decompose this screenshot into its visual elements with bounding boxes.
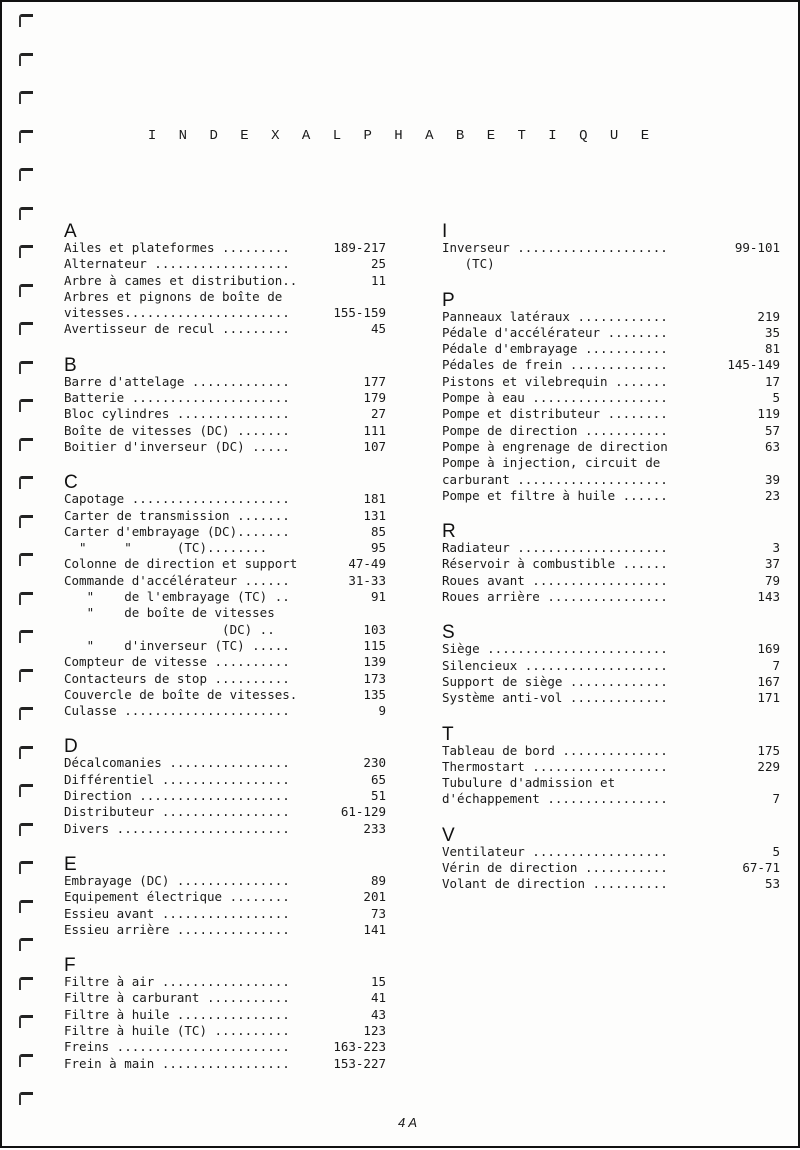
binding-ring-icon	[19, 630, 33, 643]
entry-page-number: 57	[764, 422, 780, 438]
entry-label: Filtre à air .................	[64, 974, 290, 990]
index-entry	[64, 873, 386, 889]
entry-label: Réservoir à combustible ......	[442, 556, 668, 572]
entry-label: Frein à main .................	[64, 1055, 290, 1071]
index-entry	[64, 305, 386, 321]
entry-page-number: 169	[757, 641, 780, 657]
index-entry	[442, 423, 780, 439]
binding-ring-icon	[19, 322, 33, 335]
entry-page-number: 99-101	[734, 240, 780, 255]
entry-page-number: 139	[363, 654, 386, 670]
entry-label: Colonne de direction et support	[64, 556, 298, 572]
index-entry	[64, 687, 386, 703]
entry-label: Pédale d'embrayage ...........	[442, 341, 668, 357]
entry-page-number: 37	[764, 556, 780, 572]
binding-ring-icon	[19, 1092, 33, 1105]
binding-ring-icon	[19, 53, 33, 66]
index-entry	[64, 772, 386, 788]
entry-label: Tubulure d'admission et	[442, 775, 616, 791]
binding-ring-icon	[19, 938, 33, 951]
index-section-r	[442, 522, 780, 605]
index-section-s	[442, 623, 780, 706]
index-entry	[442, 390, 780, 406]
index-entry	[442, 256, 780, 272]
binding-ring-icon	[19, 592, 33, 605]
index-entry	[64, 1007, 386, 1023]
entry-label: Siège ........................	[442, 641, 668, 657]
entry-label: Embrayage (DC) ...............	[64, 872, 290, 888]
entry-page-number: 73	[370, 905, 386, 921]
binding-ring-icon	[19, 861, 33, 874]
entry-page-number: 229	[757, 758, 780, 774]
binding-ring-icon	[19, 900, 33, 913]
entry-label: Pédales de frein .............	[442, 357, 668, 373]
binding-ring-icon	[19, 207, 33, 220]
entry-page-number: 39	[764, 471, 780, 487]
index-entry	[64, 889, 386, 905]
entry-page-number: 230	[363, 755, 386, 771]
entry-page-number: 219	[757, 308, 780, 324]
index-section-i	[442, 222, 780, 273]
index-entry	[64, 821, 386, 837]
index-entry	[64, 906, 386, 922]
entry-label: " de boîte de vitesses	[64, 605, 275, 621]
index-entry	[442, 325, 780, 341]
entry-label: " d'inverseur (TC) .....	[64, 637, 290, 653]
index-entry	[442, 309, 780, 325]
index-entry	[64, 423, 386, 439]
entry-label: Vérin de direction ...........	[442, 860, 668, 876]
entry-page-number: 119	[757, 406, 780, 422]
section-letter: A	[64, 221, 77, 242]
index-section-c	[64, 473, 386, 719]
index-entry	[64, 573, 386, 589]
entry-page-number: 67-71	[742, 860, 780, 876]
entry-label: Système anti-vol .............	[442, 690, 668, 706]
index-entry	[442, 674, 780, 690]
entry-label: Roues avant ..................	[442, 572, 668, 588]
entry-label: Inverseur ....................	[442, 240, 668, 255]
index-entry	[64, 273, 386, 289]
entry-page-number: 111	[363, 422, 386, 438]
entry-page-number: 115	[363, 637, 386, 653]
index-entry	[64, 974, 386, 990]
entry-page-number: 41	[370, 990, 386, 1006]
entry-label: Freins .......................	[64, 1039, 290, 1055]
entry-label: Thermostart ..................	[442, 758, 668, 774]
index-entry	[64, 755, 386, 771]
entry-page-number: 51	[370, 788, 386, 804]
index-entry	[442, 589, 780, 605]
index-section-v	[442, 826, 780, 893]
index-entry	[64, 240, 386, 256]
index-entry	[442, 540, 780, 556]
binding-ring-icon	[19, 784, 33, 797]
page-number: 4 A	[398, 1115, 418, 1130]
index-entry	[64, 390, 386, 406]
index-entry	[442, 743, 780, 759]
index-entry	[64, 321, 386, 337]
index-entry	[64, 654, 386, 670]
entry-label: Support de siège .............	[442, 673, 668, 689]
entry-label: Essieu arrière ...............	[64, 921, 290, 937]
index-entry	[442, 573, 780, 589]
entry-page-number: 163-223	[333, 1039, 386, 1055]
entry-label: Avertisseur de recul .........	[64, 321, 290, 337]
index-section-a	[64, 222, 386, 338]
entry-label: Pompe et filtre à huile ......	[442, 487, 668, 503]
entry-label: Bloc cylindres ...............	[64, 406, 290, 422]
entry-label: carburant ....................	[442, 471, 668, 487]
entry-page-number: 11	[370, 272, 386, 288]
entry-page-number: 3	[772, 540, 780, 556]
entry-label: Ailes et plateformes .........	[64, 240, 290, 255]
entry-page-number: 9	[378, 703, 386, 719]
entry-label: Compteur de vitesse ..........	[64, 654, 290, 670]
index-entry	[442, 357, 780, 373]
entry-label: Direction ....................	[64, 788, 290, 804]
index-entry	[64, 671, 386, 687]
binding-ring-icon	[19, 553, 33, 566]
entry-page-number: 25	[370, 256, 386, 272]
entry-page-number: 23	[764, 487, 780, 503]
index-column-right	[442, 222, 780, 911]
entry-page-number: 81	[764, 341, 780, 357]
entry-page-number: 179	[363, 390, 386, 406]
index-entry	[64, 1056, 386, 1072]
index-section-t	[442, 725, 780, 808]
entry-page-number: 7	[772, 791, 780, 807]
index-entry	[442, 455, 780, 471]
entry-label: Alternateur ..................	[64, 256, 290, 272]
entry-label: Panneaux latéraux ............	[442, 308, 668, 324]
entry-label: Filtre à huile ...............	[64, 1006, 290, 1022]
entry-page-number: 233	[363, 820, 386, 836]
binding-ring-icon	[19, 1054, 33, 1067]
entry-label: Barre d'attelage .............	[64, 373, 290, 389]
index-entry	[64, 406, 386, 422]
entry-page-number: 63	[764, 438, 780, 454]
section-letter: D	[64, 736, 78, 758]
entry-label: Pompe de direction ...........	[442, 422, 668, 438]
entry-page-number: 103	[363, 621, 386, 637]
entry-label: Pistons et vilebrequin .......	[442, 373, 668, 389]
entry-label: Capotage .....................	[64, 491, 290, 507]
entry-page-number: 141	[363, 921, 386, 937]
index-entry	[64, 524, 386, 540]
index-entry	[64, 788, 386, 804]
entry-label: Silencieux ...................	[442, 657, 668, 673]
entry-page-number: 89	[370, 872, 386, 888]
entry-label: Pompe et distributeur ........	[442, 406, 668, 422]
entry-label: d'échappement ................	[442, 791, 668, 807]
section-letter: F	[64, 955, 76, 977]
index-entry	[442, 658, 780, 674]
index-entry	[442, 488, 780, 504]
entry-label: Roues arrière ................	[442, 589, 668, 605]
binding-ring-icon	[19, 284, 33, 297]
entry-label: Ventilateur ..................	[442, 843, 668, 859]
index-entry	[442, 791, 780, 807]
entry-label: Batterie .....................	[64, 390, 290, 406]
page-title: I N D E X A L P H A B E T I Q U E	[147, 128, 657, 144]
index-entry	[442, 472, 780, 488]
entry-label: Commande d'accélérateur ......	[64, 572, 290, 588]
entry-label: Décalcomanies ................	[64, 755, 290, 771]
entry-page-number: 181	[363, 491, 386, 507]
binding-ring-icon	[19, 977, 33, 990]
index-section-e	[64, 855, 386, 938]
binding-ring-icon	[19, 515, 33, 528]
entry-page-number: 5	[772, 843, 780, 859]
binding-ring-icon	[19, 14, 33, 27]
section-letter: E	[64, 853, 77, 875]
entry-page-number: 173	[363, 670, 386, 686]
entry-page-number: 123	[363, 1022, 386, 1038]
index-entry	[64, 508, 386, 524]
entry-page-number: 35	[764, 324, 780, 340]
entry-page-number: 171	[757, 690, 780, 706]
index-entry	[64, 605, 386, 621]
section-letter: I	[442, 221, 448, 242]
binding-ring-icon	[19, 746, 33, 759]
index-entry	[64, 990, 386, 1006]
entry-page-number: 53	[764, 876, 780, 892]
index-entry	[64, 1023, 386, 1039]
binding-ring-icon	[19, 707, 33, 720]
binding-ring-icon	[19, 669, 33, 682]
entry-label: Tableau de bord ..............	[442, 742, 668, 758]
index-section-p	[442, 291, 780, 505]
entry-page-number: 61-129	[340, 804, 386, 820]
entry-page-number: 153-227	[333, 1055, 386, 1071]
binding-holes	[16, 2, 36, 1150]
index-entry	[442, 775, 780, 791]
entry-page-number: 7	[772, 657, 780, 673]
entry-page-number: 201	[363, 889, 386, 905]
entry-label: Différentiel .................	[64, 771, 290, 787]
entry-page-number: 85	[370, 523, 386, 539]
index-entry	[442, 844, 780, 860]
entry-page-number: 5	[772, 390, 780, 406]
section-letter: T	[442, 723, 454, 745]
entry-label: Carter d'embrayage (DC).......	[64, 523, 290, 539]
binding-ring-icon	[19, 245, 33, 258]
entry-page-number: 45	[370, 321, 386, 337]
binding-ring-icon	[19, 1015, 33, 1028]
index-section-b	[64, 356, 386, 455]
entry-page-number: 143	[757, 589, 780, 605]
index-entry	[64, 1039, 386, 1055]
entry-label: Pompe à eau ..................	[442, 390, 668, 406]
binding-ring-icon	[19, 361, 33, 374]
entry-label: (DC) ..	[64, 621, 275, 637]
index-entry	[64, 556, 386, 572]
section-letter: R	[442, 521, 456, 543]
index-entry	[64, 703, 386, 719]
entry-label: Boîte de vitesses (DC) .......	[64, 422, 290, 438]
entry-page-number: 167	[757, 673, 780, 689]
binding-ring-icon	[19, 476, 33, 489]
entry-label: Boitier d'inverseur (DC) .....	[64, 438, 290, 454]
entry-page-number: 91	[370, 589, 386, 605]
index-entry	[64, 540, 386, 556]
entry-label: Pédale d'accélérateur ........	[442, 324, 668, 340]
entry-label: Carter de transmission .......	[64, 507, 290, 523]
section-letter: S	[442, 622, 455, 644]
section-letter: C	[64, 472, 78, 494]
entry-label: Volant de direction ..........	[442, 876, 668, 892]
index-entry	[442, 690, 780, 706]
entry-label: " " (TC)........	[64, 540, 268, 556]
index-entry	[64, 491, 386, 507]
index-entry	[442, 439, 780, 455]
entry-label: Couvercle de boîte de vitesses.	[64, 686, 298, 702]
entry-page-number: 65	[370, 771, 386, 787]
index-entry	[64, 374, 386, 390]
entry-page-number: 79	[764, 572, 780, 588]
binding-ring-icon	[19, 438, 33, 451]
index-entry	[64, 638, 386, 654]
index-entry	[64, 622, 386, 638]
index-entry	[442, 341, 780, 357]
entry-page-number: 189-217	[333, 240, 386, 255]
index-entry	[64, 256, 386, 272]
entry-label: Culasse ......................	[64, 703, 290, 719]
section-letter: V	[442, 824, 455, 846]
index-entry	[442, 876, 780, 892]
binding-ring-icon	[19, 91, 33, 104]
entry-page-number: 177	[363, 373, 386, 389]
index-entry	[442, 641, 780, 657]
index-entry	[64, 804, 386, 820]
index-entry	[64, 289, 386, 305]
entry-label: Contacteurs de stop ..........	[64, 670, 290, 686]
binding-ring-icon	[19, 823, 33, 836]
entry-page-number: 175	[757, 742, 780, 758]
entry-label: Pompe à engrenage de direction	[442, 438, 668, 454]
section-letter: B	[64, 354, 77, 376]
index-entry	[442, 556, 780, 572]
section-letter: P	[442, 289, 455, 311]
entry-label: Distributeur .................	[64, 804, 290, 820]
entry-page-number: 17	[764, 373, 780, 389]
index-entry	[442, 240, 780, 256]
binding-ring-icon	[19, 168, 33, 181]
entry-page-number: 145-149	[727, 357, 780, 373]
entry-page-number: 31-33	[348, 572, 386, 588]
index-entry	[442, 759, 780, 775]
entry-label: Filtre à huile (TC) ..........	[64, 1022, 290, 1038]
entry-page-number: 135	[363, 686, 386, 702]
index-entry	[442, 406, 780, 422]
index-section-d	[64, 737, 386, 836]
binding-ring-icon	[19, 399, 33, 412]
entry-page-number: 131	[363, 507, 386, 523]
entry-page-number: 47-49	[348, 556, 386, 572]
index-section-f	[64, 956, 386, 1072]
entry-label: vitesses......................	[64, 305, 290, 321]
index-entry	[442, 374, 780, 390]
index-column-left	[64, 222, 386, 1090]
index-entry	[64, 439, 386, 455]
index-entry	[64, 922, 386, 938]
index-entry	[442, 860, 780, 876]
entry-label: " de l'embrayage (TC) ..	[64, 589, 290, 605]
entry-label: Filtre à carburant ...........	[64, 990, 290, 1006]
index-entry	[64, 589, 386, 605]
entry-page-number: 107	[363, 438, 386, 454]
entry-page-number: 95	[370, 540, 386, 556]
entry-page-number: 15	[370, 974, 386, 990]
entry-label: Arbres et pignons de boîte de	[64, 288, 283, 304]
entry-label: Arbre à cames et distribution..	[64, 272, 298, 288]
entry-label: Equipement électrique ........	[64, 889, 290, 905]
entry-label: Pompe à injection, circuit de	[442, 455, 661, 471]
entry-label: Divers .......................	[64, 820, 290, 836]
entry-page-number: 43	[370, 1006, 386, 1022]
entry-label: Essieu avant .................	[64, 905, 290, 921]
entry-label: (TC)	[442, 256, 495, 272]
entry-page-number: 27	[370, 406, 386, 422]
entry-page-number: 155-159	[333, 305, 386, 321]
entry-label: Radiateur ....................	[442, 540, 668, 556]
